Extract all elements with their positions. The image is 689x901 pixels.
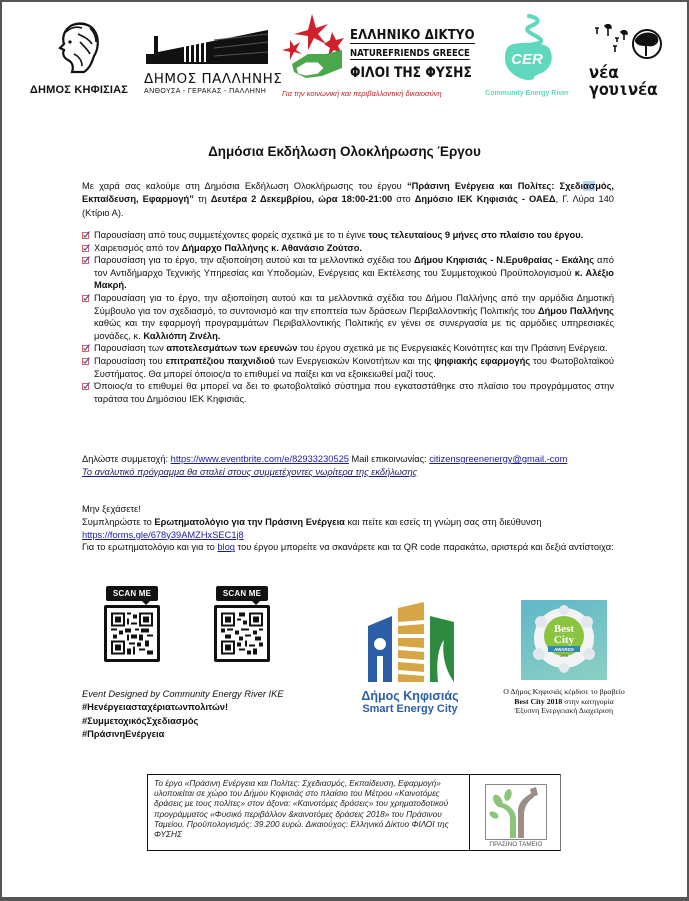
agenda-item: Όποιος/α το επιθυμεί θα μπορεί να δει το φωτοβολταϊκό σύστημα που εγκαταστάθηκε στο πλαίσιο του προγράμματος στην ταράτσα του Δημόσιου ΙΕΚ Κηφισιάς. <box>82 380 614 405</box>
agenda-item: Παρουσίαση για το έργο, την αξιοποίηση αυτού και τα μελλοντικά σχέδια του Δήμου Παλλήνης από την αρμόδια Δημοτική Σύμβουλο για τον σχεδιασμό, το συντονισμό και την εποπτεία των δράσεων Περιβαλλοντικής Πολιτικής του Δήμου Παλλήνης καθώς και την εφαρμογή προγραμμάτων Περιβαλλοντικής Πολιτικής εν γένει σε συνεργασία με τις αρμόδιες υπηρεσιακές μονάδες, κ. Καλλιόπη Ζινέλη. <box>82 292 614 342</box>
best-city-badge-image <box>521 600 607 680</box>
project-name: “Πράσινη Ενέργεια και Πολίτες: Σχεδιασμός, Εκπαίδευση, Εφαρμογή” <box>82 181 614 205</box>
svg-text:AWARDS: AWARDS <box>554 647 574 652</box>
eventbrite-link[interactable]: https://www.eventbrite.com/e/82933230525 <box>170 454 349 464</box>
logo-nature-tagline: Για την κοινωνική και περιβαλλοντική δικαιοσύνη <box>282 89 442 98</box>
smart-city-line1: Δήμος Κηφισιάς <box>361 689 459 703</box>
hashtag: #ΠράσινηΕνέργεια <box>82 728 165 739</box>
blog-link[interactable]: blog <box>217 542 235 553</box>
svg-text:Best: Best <box>553 623 575 635</box>
logo-cer-label: Community Energy River <box>485 90 569 97</box>
intro-paragraph: Με χαρά σας καλούμε στη Δημόσια Εκδήλωση Ολοκλήρωσης του έργου “Πράσινη Ενέργεια και Πολίτες: Σχεδιασμός, Εκπαίδευση, Εφαρμογή” τη Δευτέρα 2 Δεκεμβρίου, ώρα 18:00-21:00 στο Δημόσιο ΙΕΚ Κηφισιάς - ΟΑΕΔ, Γ. Λύρα 140 (Κτίριο Α). <box>82 181 614 218</box>
logo-pallini-label: ΔΗΜΟΣ ΠΑΛΛΗΝΗΣ <box>144 71 283 87</box>
svg-text:2018: 2018 <box>560 654 568 658</box>
event-credits <box>82 688 342 741</box>
qr-code-icon <box>104 605 160 662</box>
logo-community-energy-river <box>482 14 572 100</box>
logo-nature-line1: ΕΛΛΗΝΙΚΟ ΔΙΚΤΥΟ <box>350 28 475 43</box>
agenda-item: Παρουσίαση των αποτελεσμάτων των ερευνών του έργου σχετικά με τις Ενεργειακές Κοινότητες και την Πράσινη Ενέργεια. <box>82 342 614 355</box>
text-selection[interactable]: ασ <box>583 181 596 191</box>
questionnaire-reminder: Μην ξεχάσετε! Συμπληρώστε το Ερωτηματολόγιο για την Πράσινη Ενέργεια και πείτε και εσείς τη γνώμη σας στη διεύθυνση https://forms.gle/678y39AMZHxSEC1j8 Για το ερωτηματολόγιο και για το blog του έργου μπορείτε να σκανάρετε και τα QR code παρακάτω, αριστερά και δεξιά αντίστοιχα: <box>82 504 614 553</box>
tree-logo-icon <box>486 785 545 838</box>
designed-by: Event Designed by Community Energy River IKE <box>82 689 284 699</box>
logo-pallini-sub: ΑΝΘΟΥΣΑ - ΓΕΡΑΚΑΣ - ΠΑΛΛΗΝΗ <box>144 88 267 95</box>
funding-text: Το έργο «Πράσινη Ενέργεια και Πολίτες: Σχεδιασμός, Εκπαίδευση, Εφαρμογή» υλοποιείται σε χώρο του Δήμου Κηφισιάς στο πλαίσιο του Μέτρου «Καινοτόμες δράσεις με τους πολίτες» στον άξονα: «Καινοτόμες δράσεις» του χρηματοδοτικού προγράμματος «Φυσικό περιβάλλον &καινοτόμες δράσεις 2018» του Πράσινου Ταμείου. Προϋπολογισμός: 39.200 ευρώ. Δικαιούχος: Ελληνικό Δίκτυο ΦΙΛΟΙ της ΦΥΣΗΣ <box>148 775 470 850</box>
logo-nature-line3: ΦΙΛΟΙ ΤΗΣ ΦΥΣΗΣ <box>350 65 472 81</box>
logo-nature-line2: NATUREFRIENDS GREECE <box>350 48 470 59</box>
checkbox-icon <box>82 231 90 239</box>
agenda-item: Παρουσίαση για το έργο, την αξιοποίηση αυτού και τα μελλοντικά σχέδια του Δήμου Κηφισιάς - Ν.Ερυθραίας - Εκάλης από τον Αντιδήμαρχο Τεχνικής Υπηρεσίας και Υποδομών, Ενέργειας και Εκτέλεσης του Συμμετοχικού Προϋπολογισμού κ. Αλέξιο Μακρή. <box>82 254 614 292</box>
funding-box <box>147 774 561 851</box>
checkbox-icon <box>82 382 90 390</box>
scan-me-badge: SCAN ME <box>216 586 268 601</box>
program-note: Το αναλυτικό πρόγραμμα θα σταλεί στους συμμετέχοντες νωρίτερα της εκδήλωσης <box>82 466 418 477</box>
svg-text:City: City <box>553 634 575 646</box>
checkbox-icon <box>82 344 90 352</box>
agenda-item: Παρουσίαση του επιτραπέζιου παιχνιδιού των Ενεργειακών Κοινοτήτων και της ψηφιακής εφαρμογής του Φωτοβολταϊκού Συστήματος. Θα μπορεί όποιος/α το επιθυμεί να παίξει και να εξοικειωθεί μαζί τους. <box>82 355 614 380</box>
forms-link[interactable]: https://forms.gle/678y39AMZHxSEC1j8 <box>82 529 244 540</box>
qr-code-blog[interactable] <box>214 586 270 666</box>
award-caption: Ο Δήμος Κηφισιάς κέρδισε το βραβείο Best City 2018 στην κατηγορία Έξυπνη Ενεργειακή Διαχείριση <box>503 687 625 715</box>
classical-head-icon <box>54 20 104 76</box>
checkbox-icon <box>82 256 90 264</box>
flowers-handshake-icon <box>282 10 344 82</box>
event-venue: Δημόσιο ΙΕΚ Κηφισιάς - ΟΑΕΔ <box>414 194 556 205</box>
checkbox-icon <box>82 294 90 302</box>
agenda-list <box>82 229 614 405</box>
logo-nea-line1: νέα <box>589 63 619 83</box>
page-title: Δημόσια Εκδήλωση Ολοκλήρωσης Έργου <box>208 144 481 159</box>
hashtag: #Ηενέργειασταχέριατωνπολιτών! <box>82 702 229 713</box>
logo-nea-gouinea <box>589 24 669 100</box>
checkbox-icon <box>82 244 90 252</box>
hashtag: #ΣυμμετοχικόςΣχεδιασμός <box>82 715 199 726</box>
green-fund-logo <box>470 775 560 850</box>
scan-me-badge: SCAN ME <box>106 586 158 601</box>
email-link[interactable]: citizensgreenenergy@gmail.-com <box>429 454 568 464</box>
agenda-item: Χαιρετισμός από τον Δήμαρχο Παλλήνης κ. Αθανάσιο Ζούτσο. <box>82 242 614 255</box>
document-page <box>2 2 687 897</box>
best-city-award <box>489 600 639 716</box>
logo-nea-line2: γουινέα <box>589 80 658 100</box>
building-icon <box>144 24 268 64</box>
logo-smart-energy-city <box>350 602 470 717</box>
logo-naturefriends <box>282 8 475 100</box>
logo-kifisia-label: ΔΗΜΟΣ ΚΗΦΙΣΙΑΣ <box>29 84 129 96</box>
checkbox-icon <box>82 357 90 365</box>
smart-city-line2: Smart Energy City <box>362 703 458 715</box>
agenda-item: Παρουσίαση από τους συμμετέχοντες φορείς σχετικά με το τι έγινε τους τελευταίους 9 μήνες στο πλαίσιο του έργου. <box>82 229 614 242</box>
river-drop-icon <box>499 14 555 82</box>
green-fund-label: ΠΡΑΣΙΝΟ ΤΑΜΕΙΟ <box>489 841 543 848</box>
logo-dimos-kifisias <box>20 20 138 100</box>
svg-text:CER: CER <box>511 51 543 68</box>
qr-code-questionnaire[interactable] <box>104 586 160 666</box>
tree-circle-icon <box>589 24 665 60</box>
logo-dimos-pallinis <box>144 24 283 100</box>
event-date: Δευτέρα 2 Δεκεμβρίου, ώρα 18:00-21:00 <box>210 194 393 205</box>
qr-code-icon <box>214 605 270 662</box>
contact-info: Δηλώστε συμμετοχή: https://www.eventbrite.com/e/82933230525 Mail επικοινωνίας: citizensgreenenergy@gmail.-com Το αναλυτικό πρόγραμμα θα σταλεί στους συμμετέχοντες νωρίτερα της εκδήλωσης <box>82 454 568 477</box>
best-city-badge-icon <box>521 600 607 680</box>
smart-city-icon <box>362 602 458 682</box>
